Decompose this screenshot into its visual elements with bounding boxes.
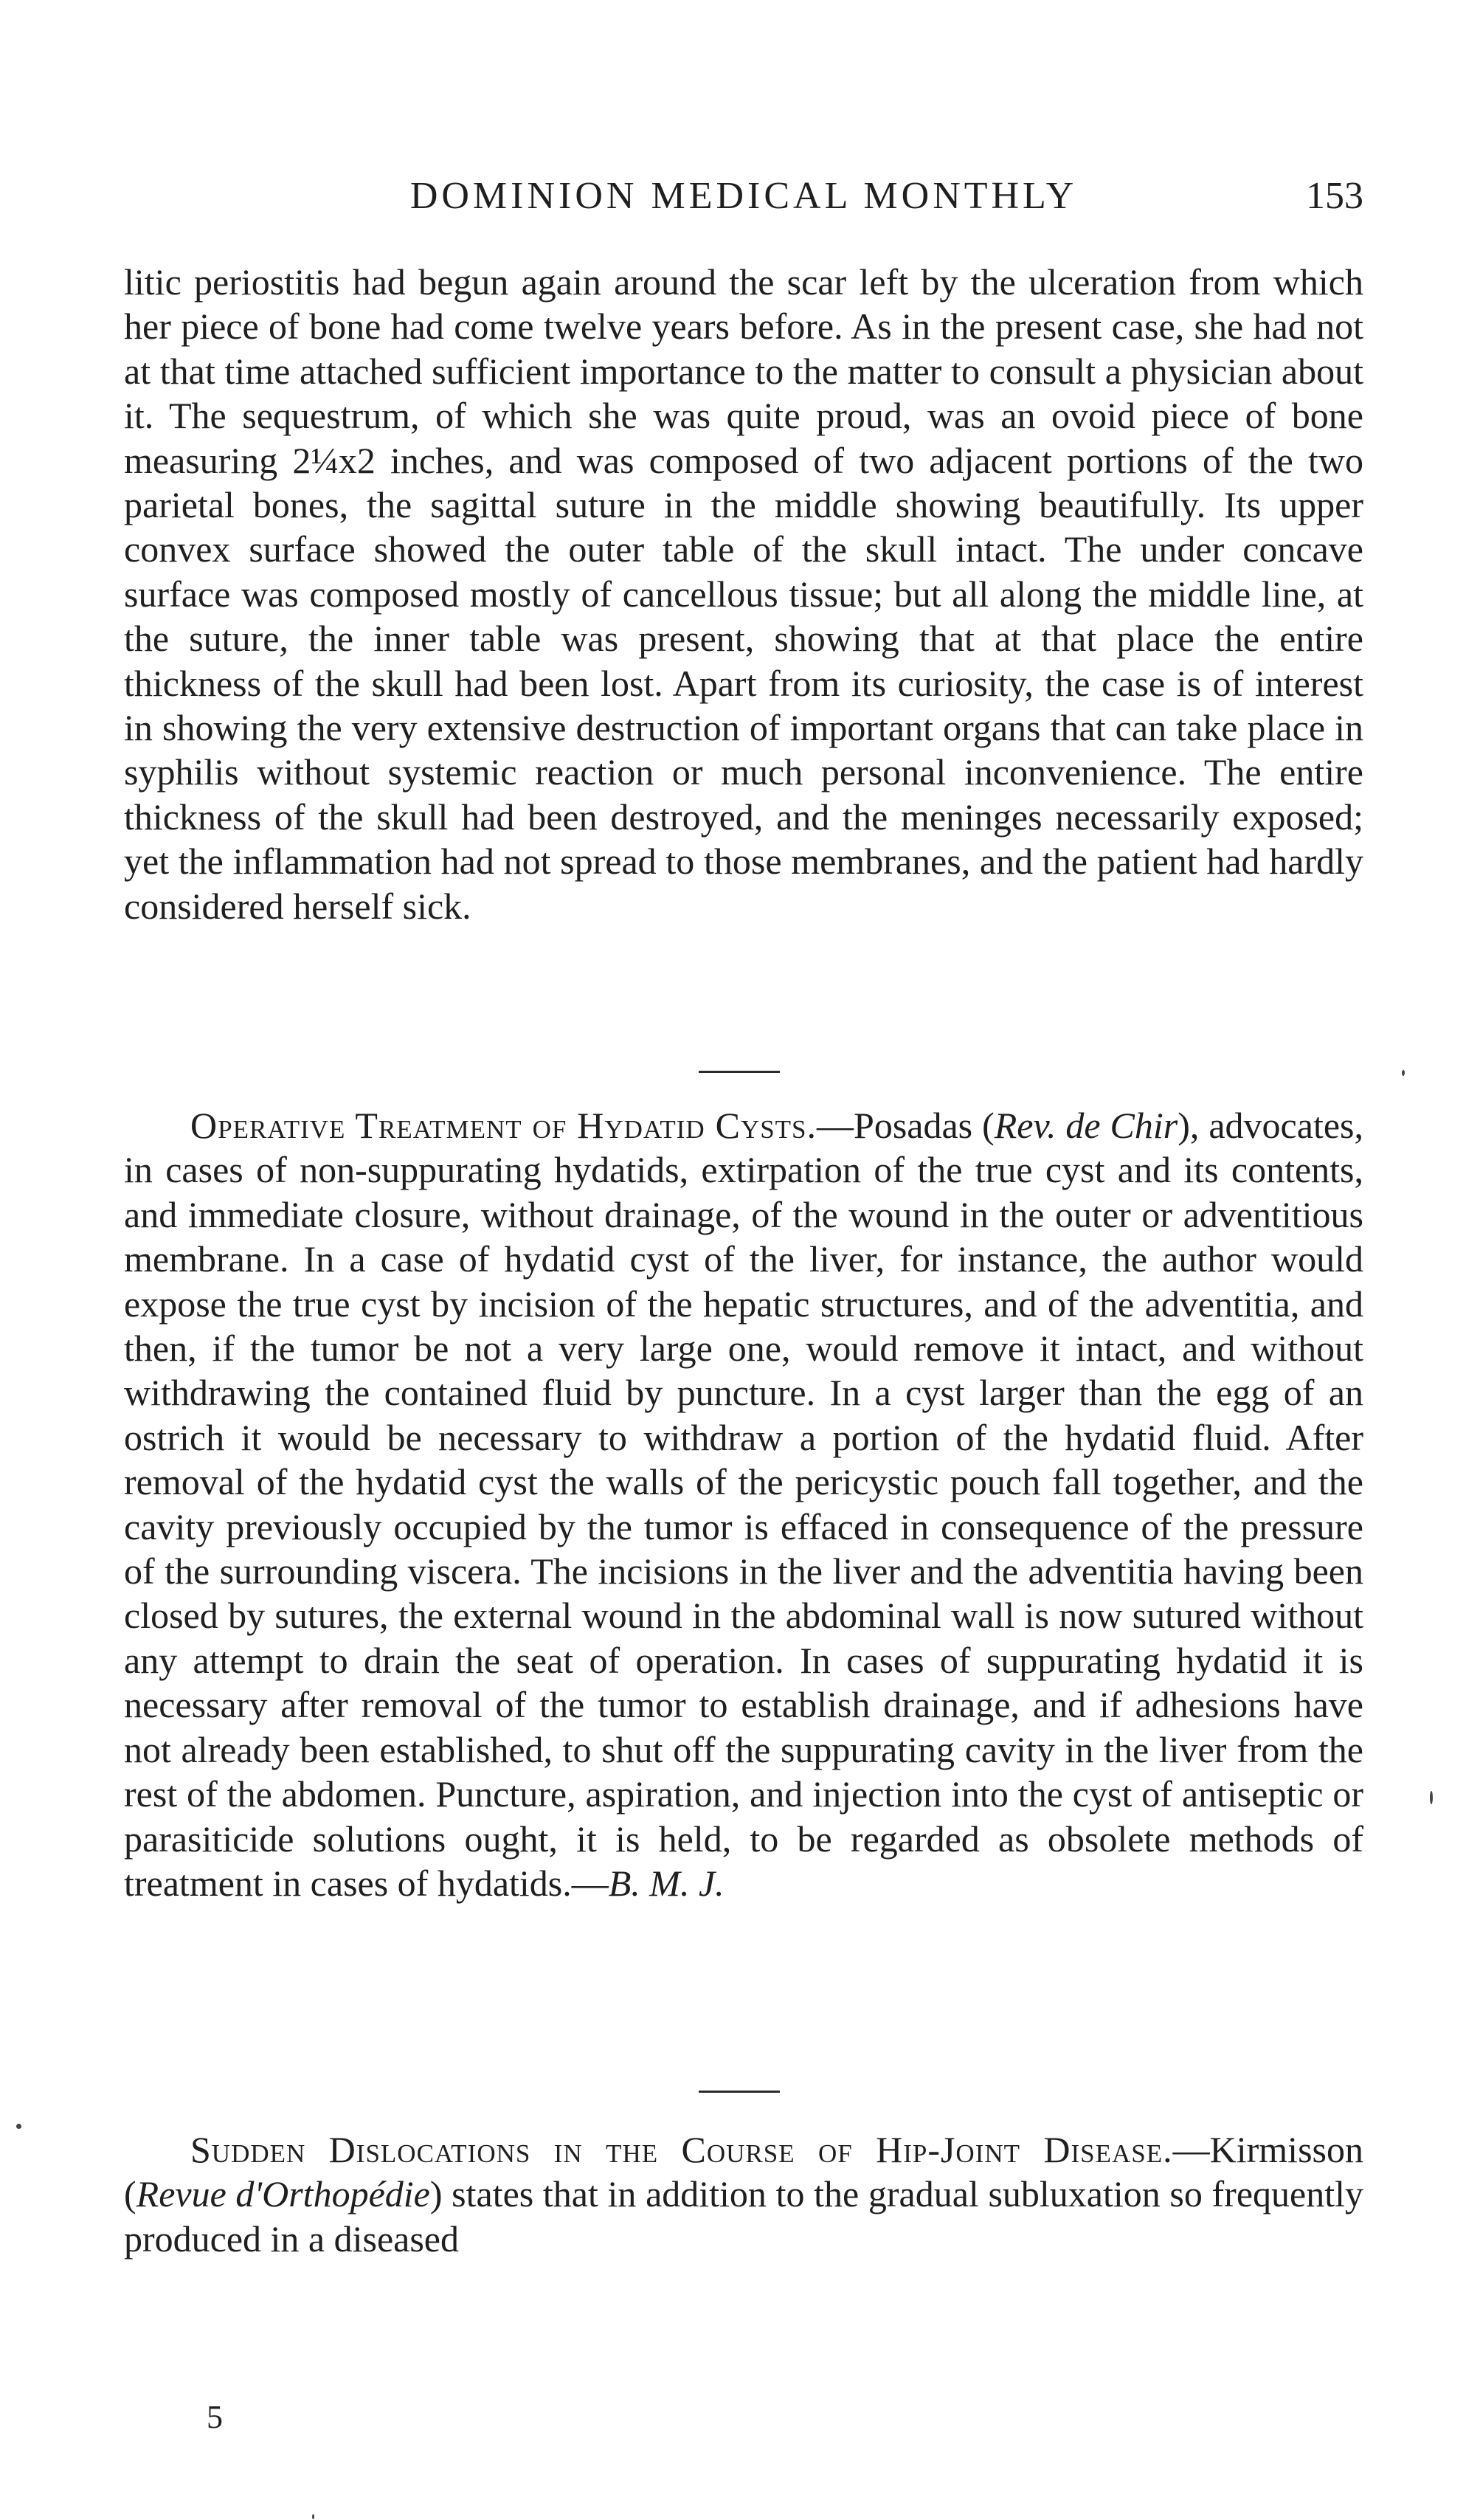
signature-mark: 5 (207, 2399, 223, 2435)
running-head (124, 174, 1363, 233)
author-lead: —Kirmisson ( (124, 2129, 1363, 2215)
section-divider (699, 2091, 780, 2093)
section-heading: Sudden Dislocations in the Course of Hip-Joint Disease. (190, 2129, 1173, 2170)
ink-speck (1430, 1791, 1433, 1804)
author-lead: —Posadas ( (817, 1105, 995, 1146)
journal-title: DOMINION MEDICAL MONTHLY (409, 175, 1078, 217)
section-divider (699, 1071, 780, 1073)
source-journal: Rev. de Chir (994, 1105, 1178, 1146)
paragraph-text: litic periostitis had begun again around the scar left by the ulceration from which her piece of bone had come twelve years before. As in the present case, she had not at that time attached sufficient importance to the matter to consult a physician about it. The sequestrum, of which she was quite proud, was an ovoid piece of bone measuring 2¼x2 inches, and was composed of two adjacent portions of the two parietal bones, the sagittal suture in the middle showing beautifully. Its upper convex surface showed the outer table of the skull intact. The under concave surface was composed mostly of cancellous tissue; but all along the middle line, at the suture, the inner table was present, showing that at that place the entire thickness of the skull had been lost. Apart from its curiosity, the case is of interest in showing the very extensive destruction of important organs that can take place in syphilis without systemic reaction or much personal inconvenience. The entire thickness of the skull had been destroyed, and the meninges necessarily exposed; yet the inflammation had not spread to those membranes, and the patient had hardly considered herself sick. (124, 261, 1363, 927)
citation: B. M. J. (608, 1862, 725, 1904)
ink-speck (312, 2514, 314, 2519)
paragraph-hip-joint (124, 2127, 1363, 2261)
paragraph-hydatid-cysts (124, 1103, 1363, 1905)
paragraph-text: ) states that in addition to the gradual subluxation so frequently produced in a diseased (124, 2173, 1364, 2260)
page-number: 153 (1306, 175, 1363, 217)
ink-speck (1402, 1070, 1405, 1076)
paragraph-text: ), advocates, in cases of non-suppurating hydatids, extirpation of the true cyst and its contents, and immediate closure, without drainage, of the wound in the outer or adventitious membrane. In a case of hydatid cyst of the liver, for instance, the author would expose the true cyst by incision of the hepatic structures, and of the adventitia, and then, if the tumor be not a very large one, would remove it intact, and without withdrawing the contained fluid by puncture. In a cyst larger than the egg of an ostrich it would be necessary to withdraw a portion of the hydatid fluid. After removal of the hydatid cyst the walls of the pericystic pouch fall together, and the cavity previously occupied by the tumor is effaced in consequence of the pressure of the surrounding viscera. The incisions in the liver and the adventitia having been closed by sutures, the external wound in the abdominal wall is now sutured without any attempt to drain the seat of operation. In cases of suppurating hydatid it is necessary after removal of the tumor to establish drainage, and if adhesions have not already been established, to shut off the suppurating cavity in the liver from the rest of the abdomen. Puncture, aspiration, and injection into the cyst of antiseptic or parasiticide solutions ought, it is held, to be regarded as obsolete methods of treatment in cases of hydatids.— (124, 1105, 1363, 1904)
section-heading: Operative Treatment of Hydatid Cysts. (190, 1105, 817, 1146)
paragraph-continued (124, 260, 1363, 928)
source-journal: Revue d'Orthopédie (136, 2173, 430, 2215)
ink-speck (16, 2124, 21, 2129)
